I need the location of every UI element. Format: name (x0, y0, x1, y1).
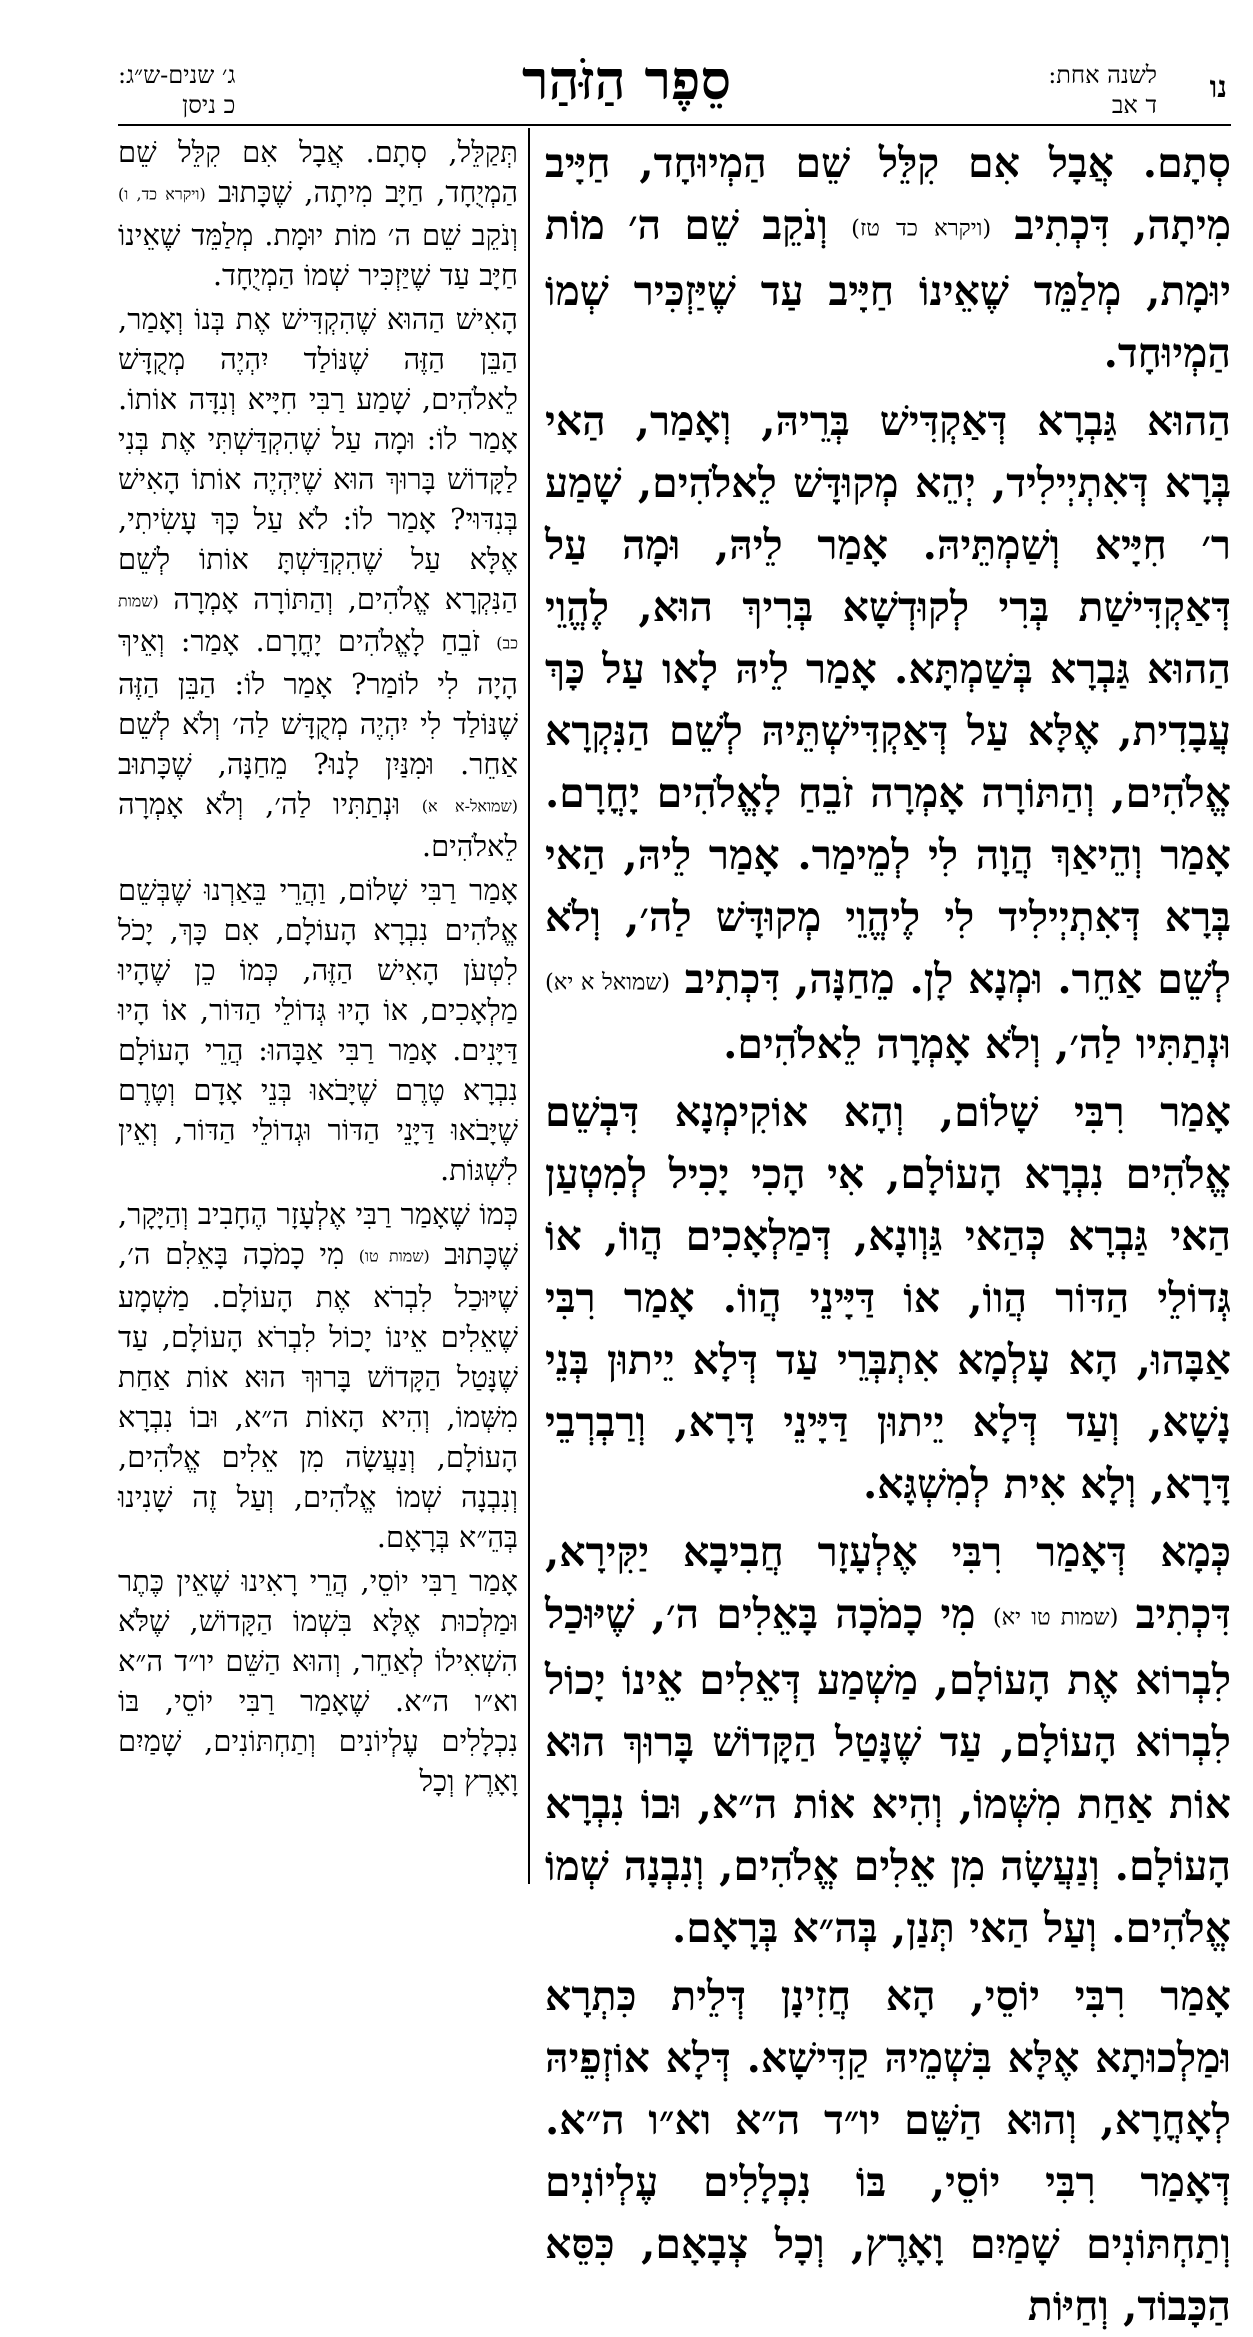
text: אָמַר רִבִּי יוֹסֵי, הָא חֲזִינָן דְּלֵית כִּתְרָא וּמַלְכוּתָא אֶלָּא בִּשְׁמֵיהּ קַדִּישָׁא. דְּלָא אוֹזְפֵיהּ לְאָחֳרָא, וְהוּא הַשֵּׁם יו״ד ה״א וא״ו ה״א. דְּאָמַר רִבִּי יוֹסֵי, בּוֹ נִכְלָלִים עֶלְיוֹנִים וְתַחְתּוֹנִים שָׁמַיִם וָאָרֶץ, וְכָל צְבָאָם, כִּסֵּא הַכָּבוֹד, וְחַיּוֹת (545, 1971, 1231, 2330)
aramaic-text-column (545, 132, 1231, 2337)
paragraph (545, 1081, 1231, 1515)
text: וְנֹקֵב שֵׁם ה׳ מוֹת יוּמָת, מְלַמֵּד שֶׁאֵינוֹ חַיָּיב עַד שֶׁיַּזְכִּיר שְׁמוֹ הַמְיוּחָד. (545, 201, 1231, 377)
hebrew-translation-column (118, 132, 518, 1801)
text: מִי כָמֹכָה בָּאֵלִים ה׳, שֶׁיּוּכַל לִבְרוֹא אֶת הָעוֹלָם, מַשְׁמַע דְּאֵלִים אֵינוֹ יָכוֹל לִבְרוֹא הָעוֹלָם, עַד שֶׁנָּטַל הַקָּדוֹשׁ בָּרוּךְ הוּא אוֹת אַחַת מִשְּׁמוֹ, וְהִיא אוֹת ה״א, וּבוֹ נִבְרָא הָעוֹלָם. וְנַעֲשָׂה מִן אֵלִים אֱלֹהִים, וְנִבְנָה שְׁמוֹ אֱלֹהִים. וְעַל הַאי תְּנַן, בְּה״א בְּרָאָם. (545, 1590, 1231, 1952)
text: וּנְתַתִּיו לַה׳, וְלֹא אָמְרָה לֵאלֹהִים. (118, 786, 518, 864)
text: כְּמָא דְּאָמַר רִבִּי אֶלְעָזָר חֲבִיבָא יַקִּירָא, דִּכְתִיב (545, 1528, 1231, 1639)
paragraph (118, 1194, 518, 1557)
text: וּנְתַתִּיו לַה׳, וְלֹא אָמְרָה לֵאלֹהִים. (723, 1020, 1231, 1069)
page-number: נו (1209, 70, 1227, 105)
header-rule (118, 124, 1231, 126)
paragraph (118, 299, 518, 867)
text: אָמַר רַבִּי יוֹסֵי, הֲרֵי רָאִינוּ שֶׁאֵין כֶּתֶר וּמַלְכוּת אֶלָּא בִּשְׁמוֹ הַקָּדוֹשׁ, שֶׁלֹּא הִשְׁאִילוֹ לְאַחֵר, וְהוּא הַשֵּׁם יו״ד ה״א וא״ו ה״א. שֶׁאָמַר רַבִּי יוֹסֵי, בּוֹ נִכְלָלִים עֶלְיוֹנִים וְתַחְתּוֹנִים, שָׁמַיִם וָאָרֶץ וְכָל (118, 1564, 518, 1799)
text: סְתָם. אֲבָל אִם קִלֵּל שֵׁם הַמְיוּחָד, חַיָּיב מִיתָה, דִּכְתִיב (545, 139, 1232, 249)
verse-reference: (שמות טו) (358, 1247, 430, 1267)
page-header (0, 0, 1253, 130)
verse-reference: (שמות טו יא) (992, 1604, 1119, 1631)
text: אָמַר רַבִּי שָׁלוֹם, וַהֲרֵי בֵּאַרְנוּ שֶׁבְּשֵׁם אֱלֹהִים נִבְרָא הָעוֹלָם, אִם כָּךְ, יָכֹל לִטְעֹן הָאִישׁ הַזֶּה, כְּמוֹ כֵן שֶׁהָיוּ מַלְאָכִים, אוֹ הָיוּ גְּדוֹלֵי הַדּוֹר, אוֹ הָיוּ דַּיָּנִים. אָמַר רַבִּי אַבָּהוּ: הֲרֵי הָעוֹלָם נִבְרָא טֶרֶם שֶׁיָּבֹאוּ בְּנֵי אָדָם וְטֶרֶם שֶׁיָּבֹאוּ דַּיָּנֵי הַדּוֹר וּגְדוֹלֵי הַדּוֹר, וְאֵין לִשְׁגּוֹת. (118, 873, 518, 1188)
paragraph (545, 390, 1231, 1076)
schedule-date: כ ניסן (182, 91, 236, 119)
text: כְּמוֹ שֶׁאָמַר רַבִּי אֶלְעָזָר הֶחָבִיב וְהַיָּקָר, שֶׁכָּתוּב (118, 1197, 519, 1272)
verse-reference: (ויקרא כד טז) (851, 215, 992, 242)
paragraph (118, 870, 518, 1190)
verse-reference: (שמואל א יא) (545, 969, 671, 996)
paragraph (545, 132, 1231, 384)
schedule-label: ג׳ שנים-ש״ג: (118, 61, 236, 89)
verse-reference: (שמות כב) (118, 591, 518, 653)
text: וְנֹקֵב שֵׁם ה׳ מוֹת יוּמָת. מְלַמֵּד שֶׁאֵינוֹ חַיָּב עַד שֶׁיַּזְכִּיר שְׁמוֹ הַמְיֻחָד. (118, 217, 518, 292)
paragraph (118, 1561, 518, 1801)
paragraph (545, 1965, 1231, 2337)
paragraph (545, 1521, 1231, 1959)
verse-reference: (ויקרא כד, ו) (118, 184, 206, 204)
text: תְּקַלֵּל, סְתָם. אֲבָל אִם קִלֵּל שֵׁם הַמְיֻחָד, חַיָּב מִיתָה, שֶׁכָּתוּב (118, 135, 519, 209)
study-schedule-three-years (118, 60, 235, 120)
book-title: סֵפֶר הַזֹּהַר (521, 48, 732, 112)
schedule-label: לשנה אחת: (1048, 61, 1157, 89)
verse-reference: (שמואל-א א) (421, 796, 518, 816)
column-divider (528, 128, 530, 1884)
text: אָמַר רִבִּי שָׁלוֹם, וְהָא אוֹקִימְנָא דִּבְשֵׁם אֱלֹהִים נִבְרָא הָעוֹלָם, אִי הָכִי יָכִיל לְמִטְעַן הַאי גַּבְרָא כְּהַאי גַּוְונָא, דְּמַלְאָכִים הֲווֹ, אוֹ גְּדוֹלֵי הַדּוֹר הֲווֹ, אוֹ דַּיָּינֵי הֲווֹ. אָמַר רִבִּי אַבָּהוּ, הָא עָלְמָא אִתְבְּרֵי עַד דְּלָא יֵיתוּן בְּנֵי נָשָׁא, וְעַד דְּלָא יֵיתוּן דַּיָּינֵי דָּרָא, וְרַבְרְבֵי דָּרָא, וְלָא אִית לְמִשְׁגָּא. (545, 1088, 1231, 1509)
schedule-date: ד אב (1111, 91, 1157, 119)
text: מִי כָמֹכָה בָּאֵלִם ה׳, שֶׁיּוּכַל לִבְרֹא אֶת הָעוֹלָם. מַשְׁמָע שֶׁאֵלִים אֵינוֹ יָכוֹל לִבְרֹא הָעוֹלָם, עַד שֶׁנָּטַל הַקָּדוֹשׁ בָּרוּךְ הוּא אוֹת אַחַת מִשְּׁמוֹ, וְהִיא הָאוֹת ה״א, וּבוֹ נִבְרָא הָעוֹלָם, וְנַעֲשָׂה מִן אֵלִים אֱלֹהִים, וְנִבְנָה שְׁמוֹ אֱלֹהִים, וְעַל זֶה שָׁנִינוּ בְּהֵ״א בְּרָאָם. (118, 1237, 518, 1555)
text: זֹבֵחַ לָאֱלֹהִים יָחֳרָם. אָמַר: וְאֵיךְ הָיָה לִי לוֹמַר? אָמַר לוֹ: הַבֵּן הַזֶּה שֶׁנּוֹלַד לִי יִהְיֶה מְקֻדָּשׁ לַה׳ וְלֹא לְשֵׁם אַחֵר. וּמִנַּיִן לָנוּ? מֵחַנָּה, שֶׁכָּתוּב (118, 624, 518, 781)
text: הָאִישׁ הַהוּא שֶׁהִקְדִּישׁ אֶת בְּנוֹ וְאָמַר, הַבֵּן הַזֶּה שֶׁנּוֹלַד יִהְיֶה מְקֻדָּשׁ לֵאלֹהִים, שָׁמַע רַבִּי חִיָּיא וְנִדָּה אוֹתוֹ. אָמַר לוֹ: וּמָה עַל שֶׁהִקְדַּשְׁתִּי אֶת בְּנִי לַקָּדוֹשׁ בָּרוּךְ הוּא שֶׁיִּהְיֶה אוֹתוֹ הָאִישׁ בְּנִדּוּי? אָמַר לוֹ: לֹא עַל כָּךְ עָשִׂיתִי, אֶלָּא עַל שֶׁהִקְדַּשְׁתָּ אוֹתוֹ לְשֵׁם הַנִּקְרָא אֱלֹהִים, וְהַתּוֹרָה אָמְרָה (118, 301, 518, 616)
text: הַהוּא גַּבְרָא דְּאַקְדִּישׁ בְּרֵיהּ, וְאָמַר, הַאי בְּרָא דְּאִתְיְילִיד, יְהֵא מְקוּדָּשׁ לֵאלֹהִים, שָׁמַע ר׳ חִיָּיא וְשַׁמְתֵּיהּ. אָמַר לֵיהּ, וּמָה עַל דְּאַקְדִּישַׁת בְּרִי לְקוּדְשָׁא בְּרִיךְ הוּא, לֶהֱוֵי הַהוּא גַּבְרָא בְּשַׁמְתָּא. אָמַר לֵיהּ לָאו עַל כָּךְ עֲבָדִית, אֶלָּא עַל דְּאַקְדִּישְׁתֵּיהּ לְשֵׁם הַנִּקְרָא אֱלֹהִים, וְהַתּוֹרָה אָמְרָה זֹבֵחַ לָאֱלֹהִים יָחֳרָם. אָמַר וְהֵיאַךְ הֲוָה לִי לְמֵימַר. אָמַר לֵיהּ, הַאי בְּרָא דְּאִתְיְילִיד לִי לֶיהֱוֵי מְקוּדָּשׁ לַה׳, וְלֹא לְשֵׁם אַחֵר. וּמְנָא לָן. מֵחַנָּה, דִּכְתִיב (545, 396, 1231, 1003)
paragraph (118, 132, 518, 295)
